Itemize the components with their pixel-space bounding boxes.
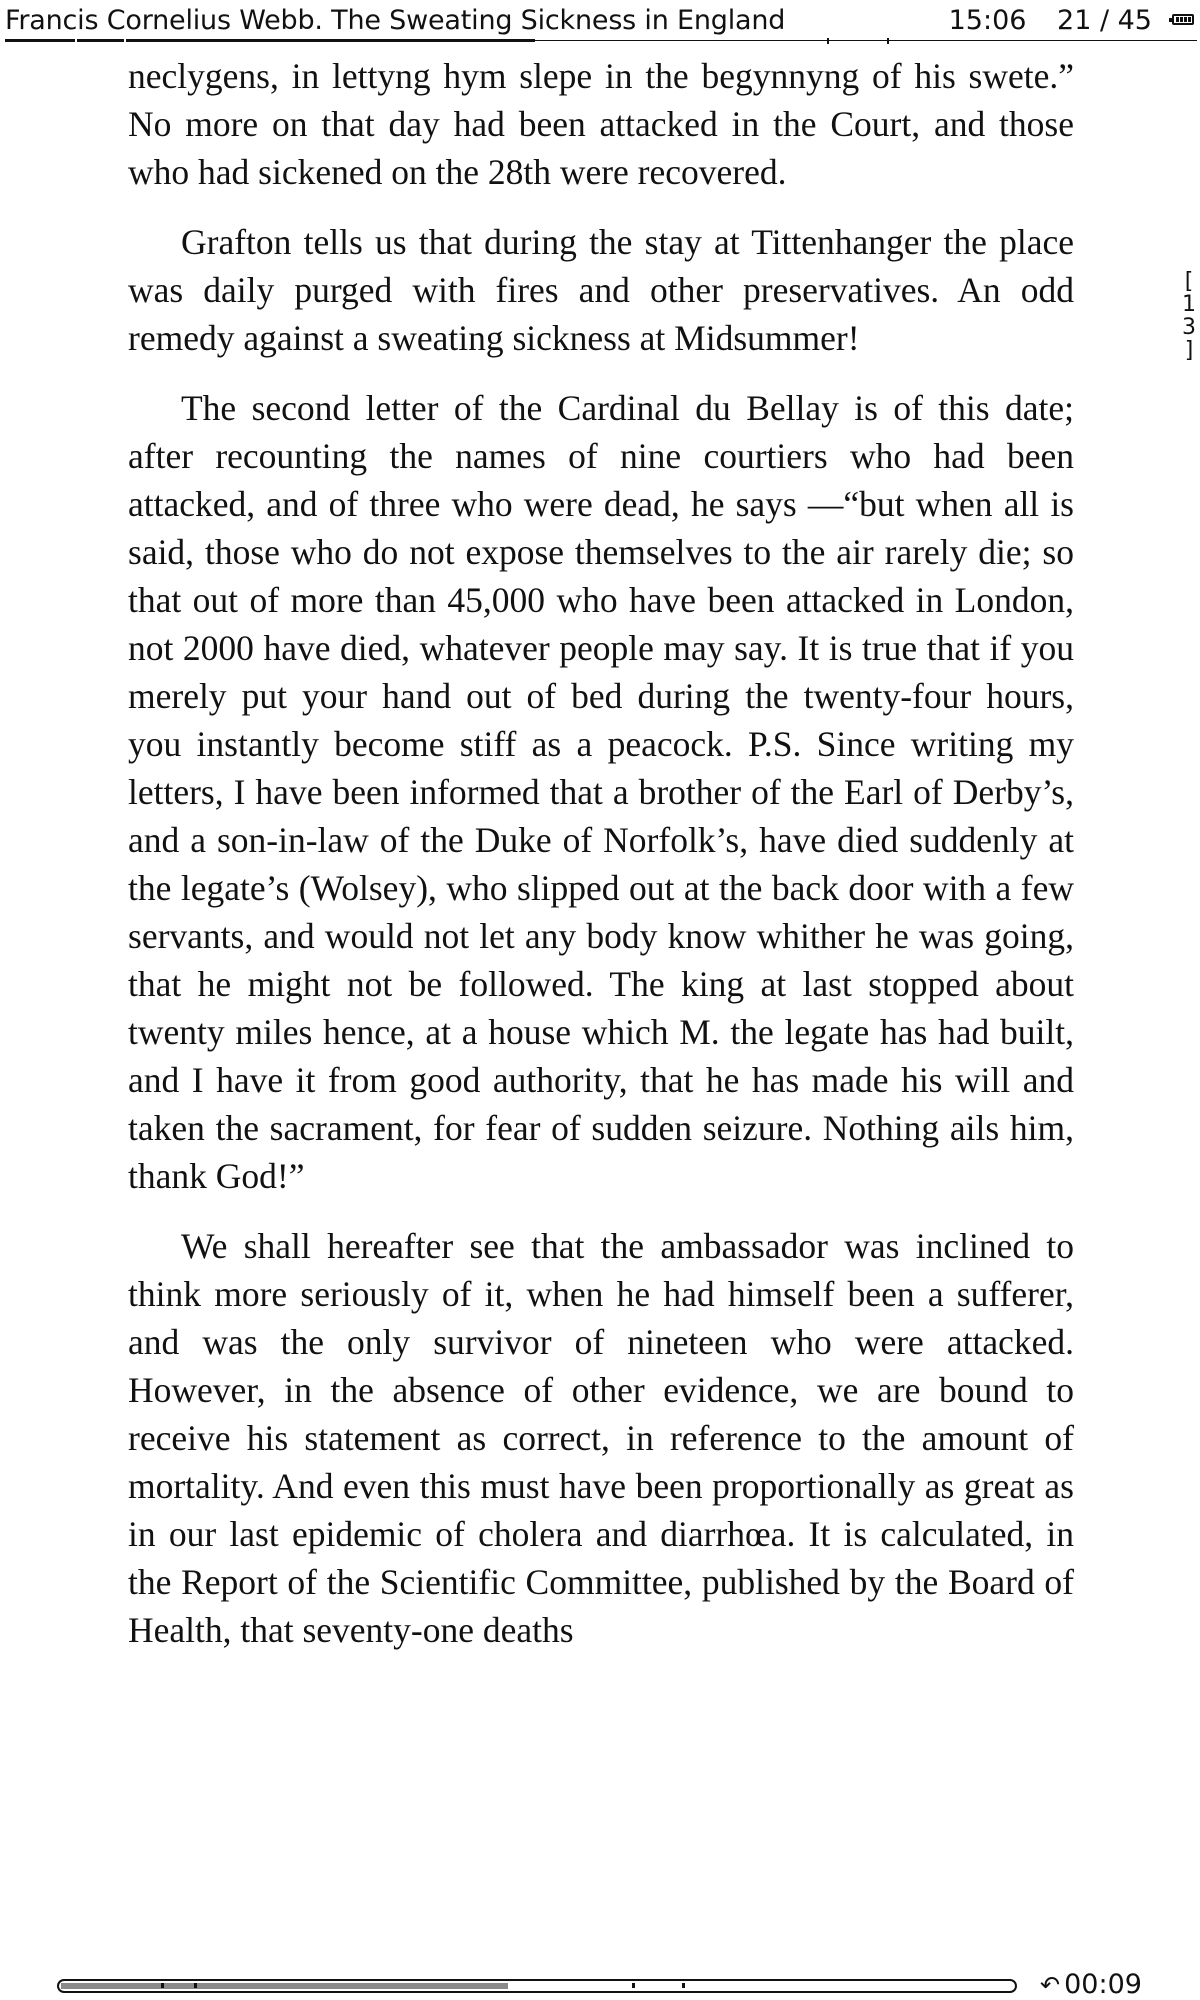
page-marker-glyph: ]	[1184, 338, 1194, 363]
header-status	[949, 4, 1152, 38]
clock: 15:06	[948, 5, 1027, 36]
book-progress-bar[interactable]	[57, 1979, 1017, 1993]
chapter-mark	[75, 39, 77, 43]
paragraph: We shall hereafter see that the ambassador was inclined to think more seriously of it, when he had himself been a sufferer, and was the only survivor of nineteen who were attacked. However, in the absence of other evidence, we are bound to receive his statement as correct, in reference to the amount of mortality. And even this must have been proportionally as great as in our last epidemic of cholera and diarrhœa. It is calculated, in the Report of the Scientific Committee, published by the Board of Health, that seventy-one deaths	[128, 1226, 1074, 1650]
undo-arrow-icon[interactable]: ↶	[1040, 1971, 1061, 1999]
time-remaining	[1040, 1970, 1142, 2000]
chapter-mark	[887, 38, 889, 44]
page-number-marker	[1178, 270, 1200, 362]
page-marker-glyph: [	[1184, 269, 1194, 294]
paragraph: The second letter of the Cardinal du Bellay is of this date; after recounting the names of nine courtiers who had been attacked, and of three who were dead, he says —“but when all is said, those who do not expose themselves to the air rarely die; so that out of more than 45,000 who have been attacked in London, not 2000 have died, whatever people may say. It is true that if you merely put your hand out of bed during the twenty-four hours, you instantly become stiff as a peacock. P.S. Since writing my letters, I have been informed that a brother of the Earl of Derby’s, and a son-in-law of the Duke of Norfolk’s, have died suddenly at the legate’s (Wolsey), who slipped out at the back door with a few servants, and would not let any body know whither he was going, that he might not be followed. The king at last stopped about twenty miles hence, at a house which M. the legate has had built, and I have it from good authority, that he has made his will and taken the sacrament, for fear of sudden seizure. Nothing ails him, thank God!”	[128, 388, 1074, 1196]
page-marker-glyph: 1	[1182, 292, 1196, 317]
book-chapter-mark	[161, 1983, 164, 1988]
book-chapter-mark	[194, 1983, 197, 1988]
chapter-mark	[124, 39, 126, 43]
reading-progress-footer	[0, 1970, 1200, 2000]
paragraph: Grafton tells us that during the stay at Tittenhanger the place was daily purged with fires and other preservatives. An odd remedy against a sweating sickness at Midsummer!	[128, 222, 1074, 358]
page-counter[interactable]: 21 / 45	[1057, 5, 1152, 36]
page-marker-glyph: 3	[1182, 315, 1196, 340]
chapter-progress-bar[interactable]	[5, 38, 1197, 44]
page-content	[128, 52, 1074, 1676]
battery-icon	[1172, 14, 1194, 25]
status-header	[0, 0, 1200, 44]
book-chapter-mark	[632, 1983, 635, 1988]
battery-level	[1176, 17, 1191, 22]
chapter-mark	[827, 38, 829, 44]
book-chapter-mark	[682, 1983, 685, 1988]
book-title[interactable]: Francis Cornelius Webb. The Sweating Sickness in England	[5, 5, 786, 36]
paragraph: neclygens, in lettyng hym slepe in the begynnyng of his swete.” No more on that day had been attacked in the Court, and those who had sickened on the 28th were recovered.	[128, 56, 1074, 192]
chapter-progress-fill	[5, 39, 535, 42]
time-left-value: 00:09	[1064, 1969, 1142, 2000]
book-progress-fill	[61, 1983, 508, 1989]
